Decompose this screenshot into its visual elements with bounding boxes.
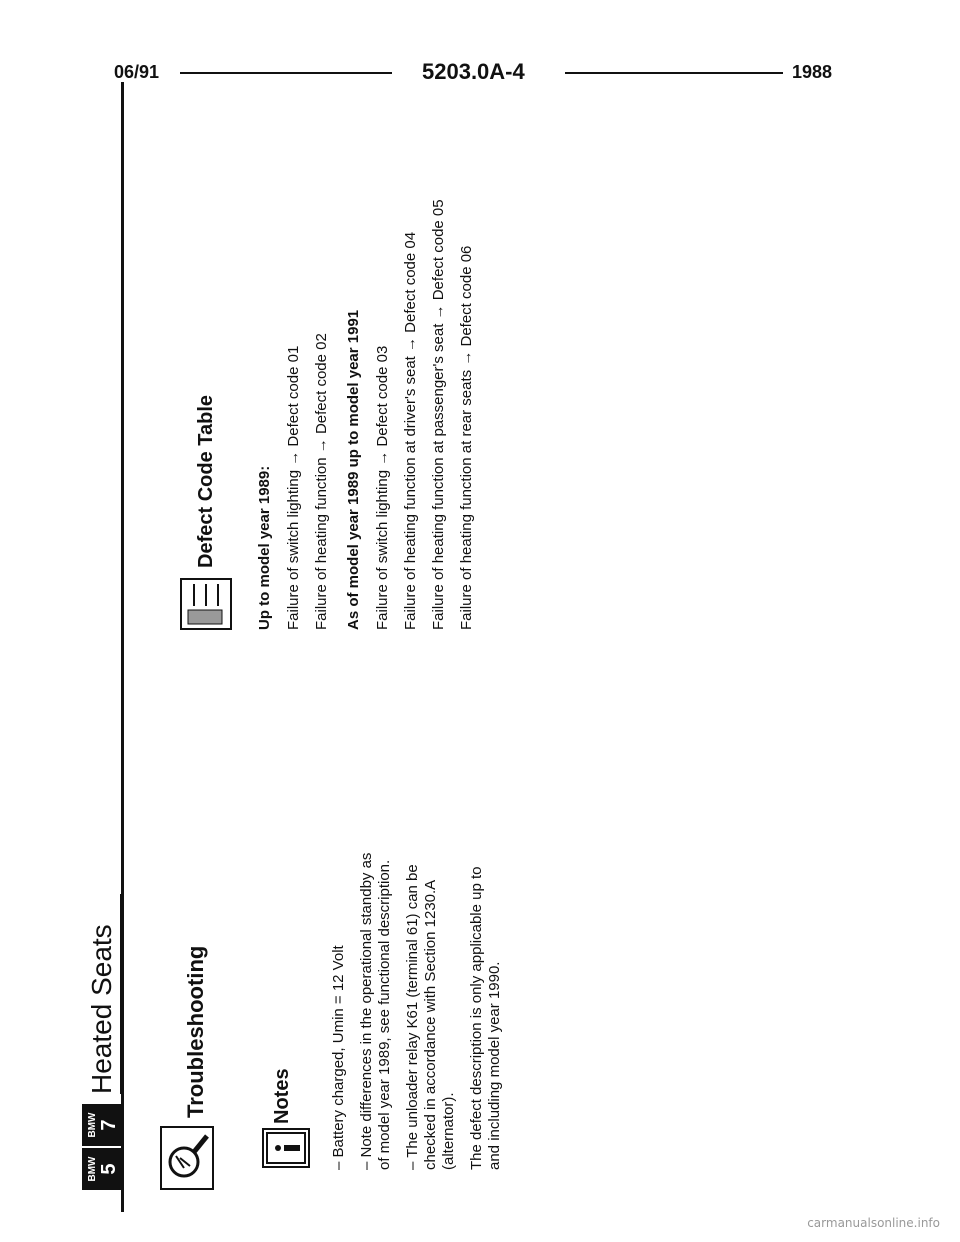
troubleshooting-heading: Troubleshooting <box>183 945 208 1118</box>
header-doc-number: 5203.0A-4 <box>422 59 525 84</box>
logo-box-5 <box>82 1148 124 1190</box>
info-icon <box>262 1128 310 1168</box>
rotated-content <box>80 100 503 1190</box>
magnifier-icon <box>160 1126 214 1190</box>
header-rule-left <box>180 72 392 74</box>
defect-table-heading: Defect Code Table <box>195 395 217 568</box>
header-date: 06/91 <box>114 62 160 82</box>
note-item-2: – Note differences in the operational standby as of model year 1989, see functional description. <box>358 852 393 1170</box>
header-rule-right <box>565 72 783 74</box>
section1-row-2: Failure of heating function → Defect code 02 <box>313 333 330 630</box>
watermark: carmanualsonline.info <box>807 1216 940 1230</box>
bmw-logo <box>82 1102 124 1190</box>
note-item-3: – The unloader relay K61 (terminal 61) can be checked in accordance with Section 1230.A (alternator). <box>404 864 457 1170</box>
page-title: Heated Seats <box>86 924 117 1094</box>
code-table-icon <box>180 578 232 630</box>
title-rule <box>120 894 123 1094</box>
notes-heading: Notes <box>271 1068 293 1124</box>
section2-row-4: Failure of heating function at rear seats → Defect code 06 <box>458 245 475 630</box>
logo-box-7 <box>82 1104 124 1146</box>
section2-row-3: Failure of heating function at passenger's seat → Defect code 05 <box>430 199 447 630</box>
notes-paragraph: The defect description is only applicable up to and including model year 1990. <box>468 866 503 1170</box>
section2-row-2: Failure of heating function at driver's seat → Defect code 04 <box>402 231 419 630</box>
section1-title: Up to model year 1989: <box>256 465 273 630</box>
notes-body <box>330 840 514 1170</box>
defect-table-body <box>256 110 486 630</box>
logo-series-right: 7 <box>98 1119 120 1131</box>
header-model-year: 1988 <box>792 62 833 82</box>
note-item-1: – Battery charged, Umin = 12 Volt <box>330 945 347 1170</box>
page-header <box>0 58 960 98</box>
logo-brand-right: BMW <box>87 1112 98 1138</box>
logo-series-left: 5 <box>98 1163 120 1175</box>
section2-row-1: Failure of switch lighting → Defect code 03 <box>374 345 391 630</box>
logo-brand-left: BMW <box>87 1156 98 1182</box>
section2-title: As of model year 1989 up to model year 1991 <box>345 309 362 630</box>
section1-row-1: Failure of switch lighting → Defect code 01 <box>285 345 302 630</box>
